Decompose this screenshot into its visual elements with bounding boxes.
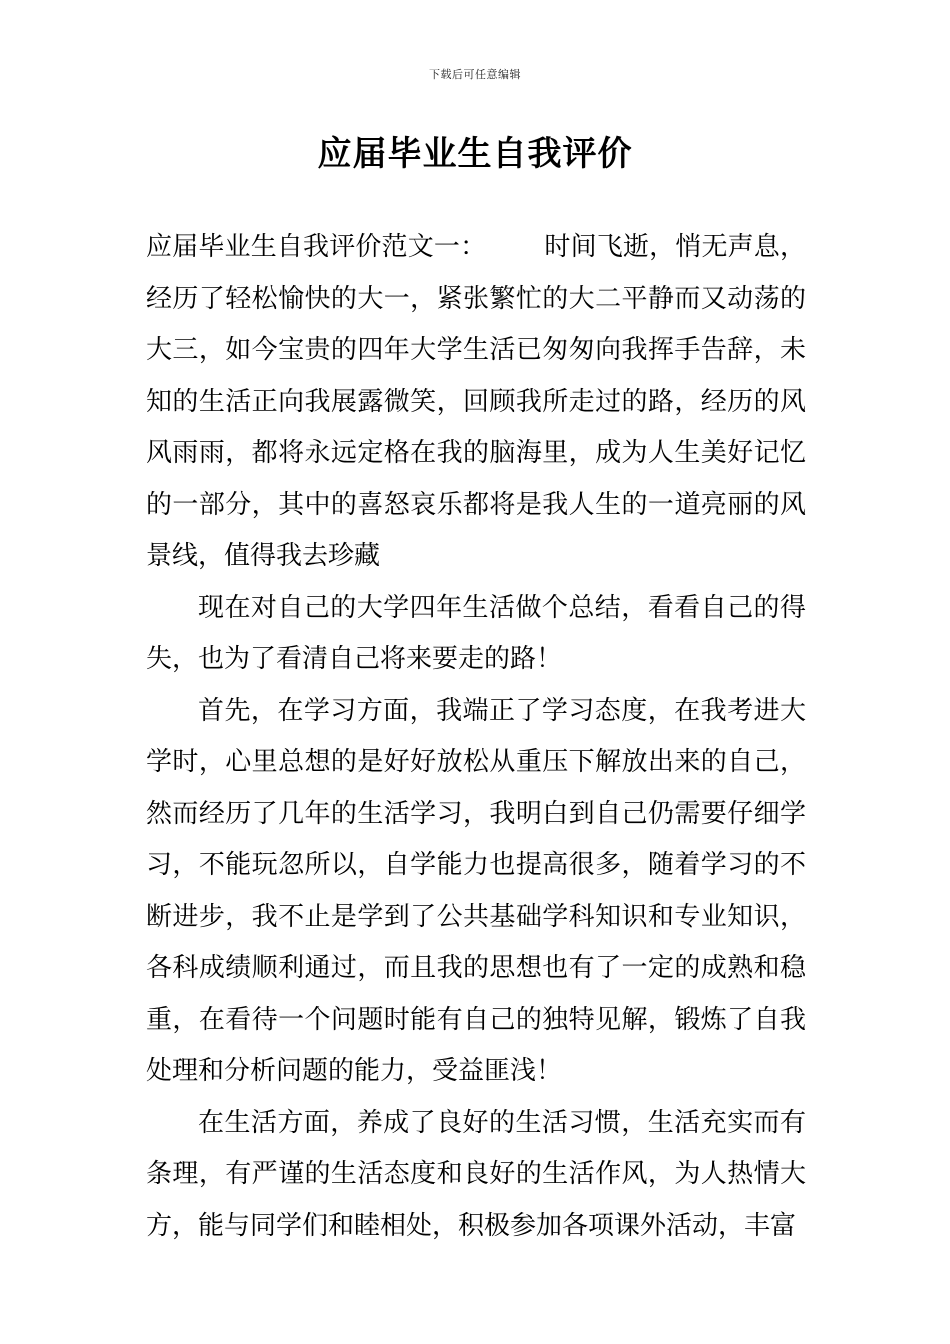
lead-paragraph — [146, 222, 806, 583]
body-paragraph: 在生活方面，养成了良好的生活习惯，生活充实而有条理，有严谨的生活态度和良好的生活作风，为人热情大方，能与同学们和睦相处，积极参加各项课外活动，丰富 — [146, 1107, 806, 1241]
document-body — [146, 222, 806, 1252]
lead-text: 时间飞逝，悄无声息，经历了轻松愉快的大一，紧张繁忙的大二平静而又动荡的大三，如今宝贵的四年大学生活已匆匆向我挥手告辞，未知的生活正向我展露微笑，回顾我所走过的路，经历的风风雨雨，都将永远定格在我的脑海里，成为人生美好记忆的一部分，其中的喜怒哀乐都将是我人生的一道亮丽的风景线，值得我去珍藏 — [146, 232, 806, 571]
lead-label: 应届毕业生自我评价范文一： — [146, 232, 487, 262]
header-note: 下载后可任意编辑 — [429, 68, 521, 81]
body-paragraph: 首先，在学习方面，我端正了学习态度，在我考进大学时，心里总想的是好好放松从重压下解放出来的自己，然而经历了几年的生活学习，我明白到自己仍需要仔细学习，不能玩忽所以，自学能力也提高很多，随着学习的不断进步，我不止是学到了公共基础学科知识和专业知识，各科成绩顺利通过，而且我的思想也有了一定的成熟和稳重，在看待一个问题时能有自己的独特见解，锻炼了自我处理和分析问题的能力，受益匪浅！ — [146, 695, 806, 1086]
document-title: 应届毕业生自我评价 — [317, 134, 633, 174]
body-paragraph: 现在对自己的大学四年生活做个总结，看看自己的得失，也为了看清自己将来要走的路！ — [146, 592, 806, 674]
